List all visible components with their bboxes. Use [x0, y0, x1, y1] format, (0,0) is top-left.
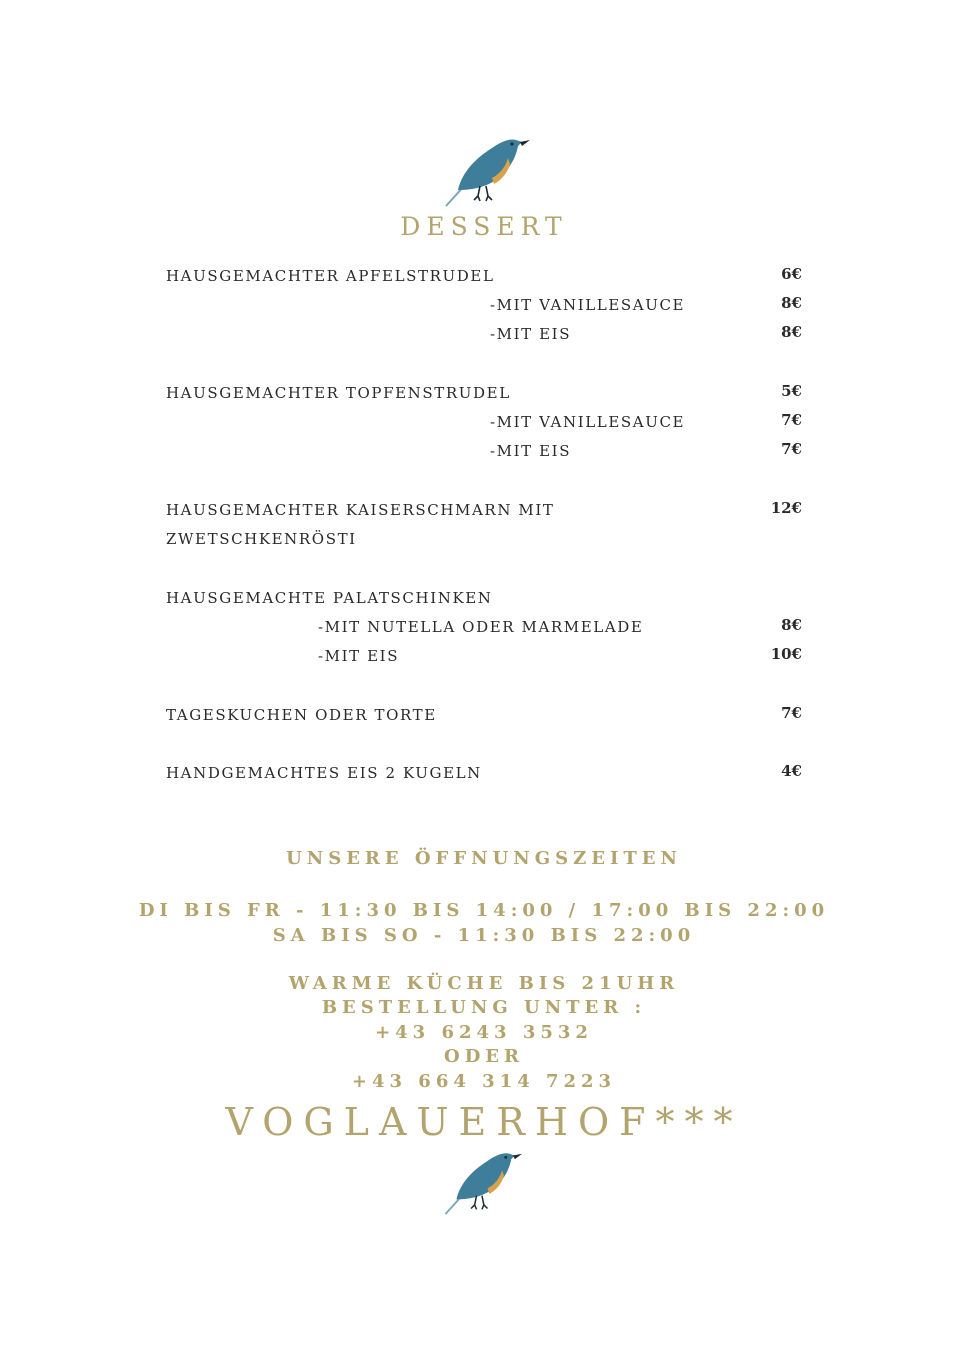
menu-item-price: 6€ — [781, 265, 802, 283]
menu-item-price: 8€ — [781, 616, 802, 634]
menu-item-option: -MIT VANILLESAUCE — [490, 296, 686, 314]
or-label: ODER — [444, 1046, 524, 1067]
menu-item-option: -MIT EIS — [490, 325, 572, 343]
page-title: DESSERT — [400, 212, 568, 241]
menu-item-price: 4€ — [781, 762, 802, 780]
menu-item-price: 7€ — [781, 411, 802, 429]
menu-item-name: HAUSGEMACHTER APFELSTRUDEL — [166, 267, 495, 285]
menu-item-option: -MIT VANILLESAUCE — [490, 413, 686, 431]
hours-line: SA BIS SO - 11:30 BIS 22:00 — [272, 925, 696, 946]
bird-icon — [440, 1146, 524, 1218]
menu-item-name: HANDGEMACHTES EIS 2 KUGELN — [166, 764, 482, 782]
phone-number: +43 6243 3532 — [375, 1022, 593, 1043]
brand-name: VOGLAUERHOF*** — [225, 1100, 743, 1144]
hours-line: DI BIS FR - 11:30 BIS 14:00 / 17:00 BIS 22:00 — [138, 900, 830, 921]
menu-item-price: 10€ — [770, 645, 802, 663]
menu-item-name: HAUSGEMACHTE PALATSCHINKEN — [166, 589, 493, 607]
kitchen-hours: WARME KÜCHE BIS 21UHR — [288, 973, 680, 994]
bird-icon — [440, 134, 532, 208]
menu-item-option: -MIT EIS — [490, 442, 572, 460]
phone-number: +43 664 314 7223 — [351, 1071, 617, 1092]
menu-item-option: -MIT EIS — [318, 647, 400, 665]
menu-item-price: 12€ — [770, 499, 802, 517]
menu-item-name: ZWETSCHKENRÖSTI — [166, 530, 357, 548]
menu-item-price: 7€ — [781, 704, 802, 722]
menu-item-name: HAUSGEMACHTER TOPFENSTRUDEL — [166, 384, 511, 402]
menu-item-name: TAGESKUCHEN ODER TORTE — [166, 706, 437, 724]
hours-title: UNSERE ÖFFNUNGSZEITEN — [286, 848, 682, 869]
order-label: BESTELLUNG UNTER : — [321, 997, 647, 1018]
menu-item-price: 5€ — [781, 382, 802, 400]
menu-item-price: 8€ — [781, 323, 802, 341]
menu-item-price: 8€ — [781, 294, 802, 312]
menu-item-price: 7€ — [781, 440, 802, 458]
menu-item-option: -MIT NUTELLA ODER MARMELADE — [318, 618, 644, 636]
menu-item-name: HAUSGEMACHTER KAISERSCHMARN MIT — [166, 501, 555, 519]
